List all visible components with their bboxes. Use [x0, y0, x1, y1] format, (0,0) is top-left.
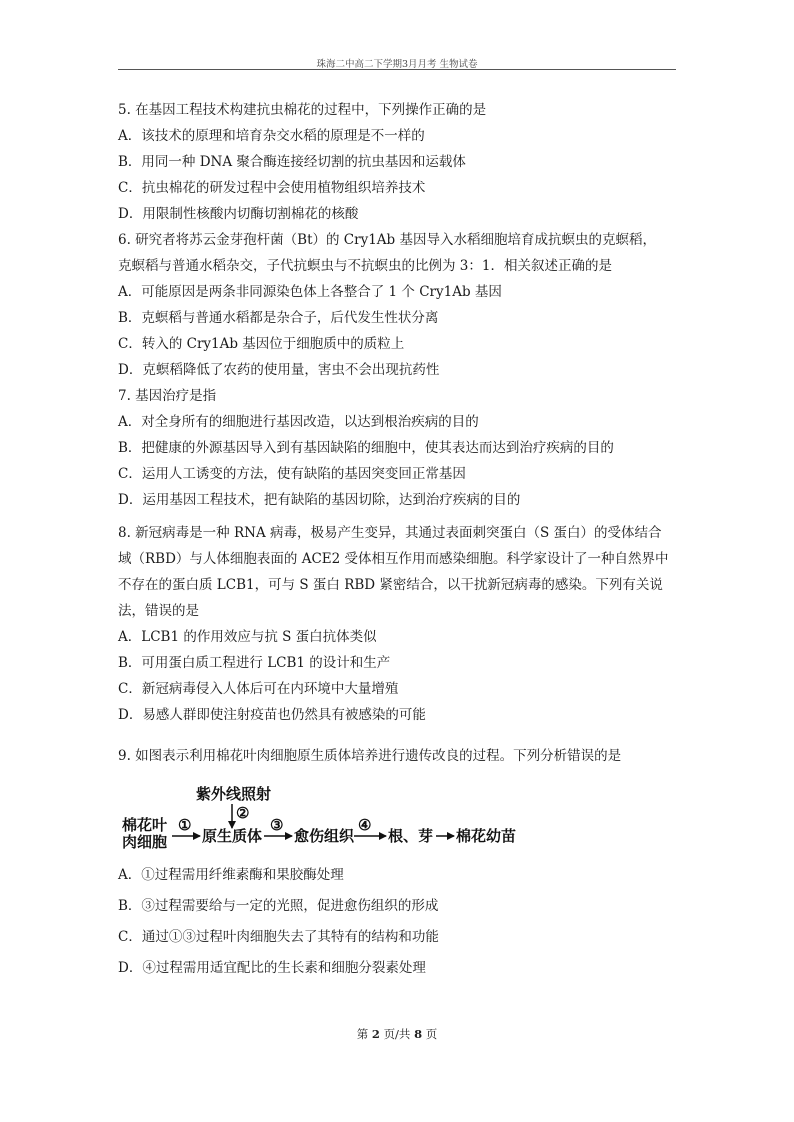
step-4-label: ④	[358, 816, 372, 834]
option-c: C．抗虫棉花的研发过程中会使用植物组织培养技术	[118, 180, 426, 196]
option-b: B．把健康的外源基因导入到有基因缺陷的细胞中，使其表达而达到治疗疾病的目的	[118, 440, 614, 456]
leaf-cell-label-line2: 肉细胞	[122, 833, 168, 850]
question-6	[118, 227, 688, 383]
option-d: D．运用基因工程技术，把有缺陷的基因切除，达到治疗疾病的目的	[118, 492, 521, 508]
option-c: C．运用人工诱变的方法，使有缺陷的基因突变回正常基因	[118, 466, 466, 482]
question-8	[118, 520, 688, 728]
leaf-cell-label-line1: 棉花叶	[122, 816, 168, 834]
option-a: A．①过程需用纤维素酶和果胶酶处理	[118, 867, 344, 883]
question-stem-line: 克螟稻与普通水稻杂交，子代抗螟虫与不抗螟虫的比例为 3：1．相关叙述正确的是	[118, 258, 612, 274]
page-header: 珠海二中高二下学期3月月考 生物试卷	[316, 59, 478, 70]
flow-diagram	[120, 780, 540, 850]
question-stem-line: 不存在的蛋白质 LCB1，可与 S 蛋白 RBD 紧密结合，以干扰新冠病毒的感染。下列有关说	[118, 577, 663, 593]
option-b: B．③过程需要给与一定的光照，促进愈伤组织的形成	[118, 898, 439, 914]
option-b: B．可用蛋白质工程进行 LCB1 的设计和生产	[118, 655, 391, 671]
option-a: A．可能原因是两条非同源染色体上各整合了 1 个 Cry1Ab 基因	[118, 284, 502, 300]
option-c: C．转入的 Cry1Ab 基因位于细胞质中的质粒上	[118, 336, 405, 352]
question-stem-line: 6. 研究者将苏云金芽孢杆菌（Bt）的 Cry1Ab 基因导入水稻细胞培育成抗螟虫的克螟稻，	[118, 232, 656, 248]
question-stem-line: 8. 新冠病毒是一种 RNA 病毒，极易产生变异，其通过表面刺突蛋白（S 蛋白）的受体结合	[118, 525, 662, 541]
flow-diagram-svg	[120, 780, 540, 850]
question-7	[118, 383, 688, 513]
question-5	[118, 97, 688, 227]
page-footer	[0, 1026, 794, 1042]
roots-buds-label: 根、芽	[388, 827, 434, 845]
option-c: C．新冠病毒侵入人体后可在内环境中大量增殖	[118, 681, 399, 697]
question-stem: 9. 如图表示利用棉花叶肉细胞原生质体培养进行遗传改良的过程。下列分析错误的是	[118, 748, 622, 764]
current-page-number: 2	[371, 1027, 380, 1041]
question-stem-line: 法，错误的是	[118, 603, 199, 619]
step-3-label: ③	[270, 816, 284, 834]
header-rule	[118, 69, 676, 70]
seedling-label: 棉花幼苗	[456, 827, 517, 845]
question-stem-line: 域（RBD）与人体细胞表面的 ACE2 受体相互作用而感染细胞。科学家设计了一种自然界中	[118, 551, 669, 567]
option-d: D．克螟稻降低了农药的使用量，害虫不会出现抗药性	[118, 362, 440, 378]
option-d: D．④过程需用适宜配比的生长素和细胞分裂素处理	[118, 960, 426, 976]
step-2-label: ②	[236, 804, 250, 822]
footer-middle: 页/共	[383, 1027, 411, 1041]
option-d: D．用限制性核酸内切酶切割棉花的核酸	[118, 206, 359, 222]
question-stem: 7. 基因治疗是指	[118, 388, 217, 404]
footer-prefix: 第	[356, 1027, 369, 1041]
question-9-options	[118, 860, 688, 984]
option-c: C．通过①③过程叶肉细胞失去了其特有的结构和功能	[118, 929, 439, 945]
option-b: B．用同一种 DNA 聚合酶连接经切割的抗虫基因和运载体	[118, 154, 466, 170]
callus-label: 愈伤组织	[294, 827, 355, 845]
footer-suffix: 页	[425, 1027, 438, 1041]
total-page-number: 8	[414, 1027, 423, 1041]
uv-label: 紫外线照射	[196, 785, 272, 803]
question-9	[118, 743, 688, 769]
option-a: A．对全身所有的细胞进行基因改造，以达到根治疾病的目的	[118, 414, 479, 430]
option-d: D．易感人群即使注射疫苗也仍然具有被感染的可能	[118, 707, 426, 723]
question-stem: 5. 在基因工程技术构建抗虫棉花的过程中，下列操作正确的是	[118, 102, 487, 118]
protoplast-label: 原生质体	[202, 827, 263, 845]
step-1-label: ①	[178, 816, 192, 834]
option-a: A．该技术的原理和培育杂交水稻的原理是不一样的	[118, 128, 425, 144]
option-a: A．LCB1 的作用效应与抗 S 蛋白抗体类似	[118, 629, 377, 645]
option-b: B．克螟稻与普通水稻都是杂合子，后代发生性状分离	[118, 310, 439, 326]
